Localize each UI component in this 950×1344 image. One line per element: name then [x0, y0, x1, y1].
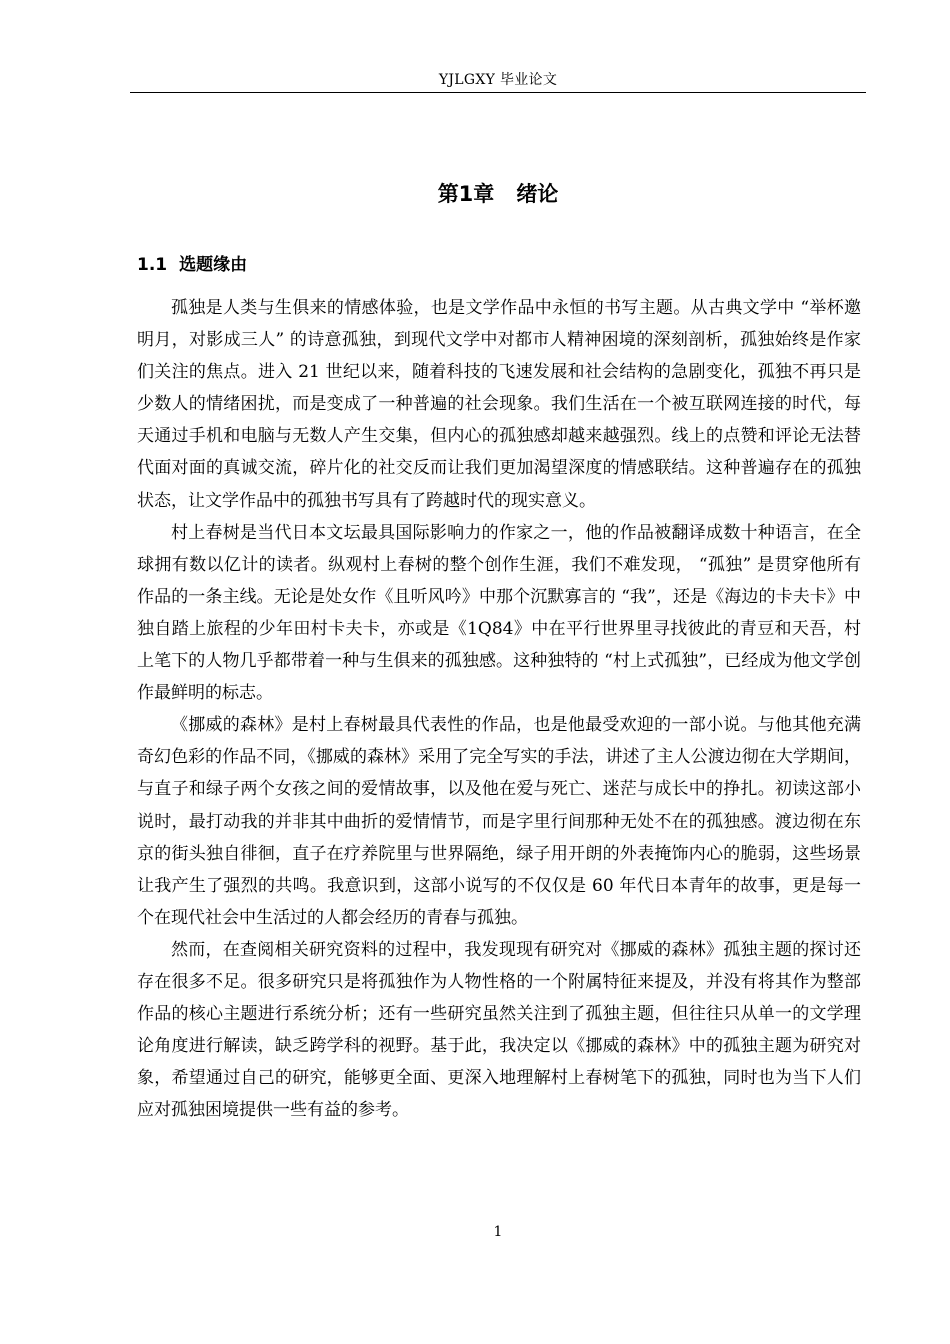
header-rule: [130, 92, 866, 93]
section-number: 1.1: [137, 255, 168, 275]
paragraph: 《挪威的森林》是村上春树最具代表性的作品，也是他最受欢迎的一部小说。与他其他充满奇幻色彩的作品不同，《挪威的森林》采用了完全写实的手法，讲述了主人公渡边彻在大学期间，与直子和绿子两个女孩之间的爱情故事，以及他在爱与死亡、迷茫与成长中的挣扎。初读这部小说时，最打动我的并非其中曲折的爱情情节，而是字里行间那种无处不在的孤独感。渡边彻在东京的街头独自徘徊，直子在疗养院里与世界隔绝，绿子用开朗的外表掩饰内心的脆弱，这些场景让我产生了强烈的共鸣。我意识到，这部小说写的不仅仅是 60 年代日本青年的故事，更是每一个在现代社会中生活过的人都会经历的青春与孤独。: [137, 715, 861, 928]
chapter-name: 绪论: [516, 182, 559, 206]
paragraph: 村上春树是当代日本文坛最具国际影响力的作家之一，他的作品被翻译成数十种语言，在全球拥有数以亿计的读者。纵观村上春树的整个创作生涯，我们不难发现， “孤独” 是贯穿他所有作品的一条主线。无论是处女作《且听风吟》中那个沉默寡言的 “我”，还是《海边的卡夫卡》中独自踏上旅程的少年田村卡夫卡，亦或是《1Q84》中在平行世界里寻找彼此的青豆和天吾，村上笔下的人物几乎都带着一种与生俱来的孤独感。这种独特的 “村上式孤独”，已经成为他文学创作最鲜明的标志。: [137, 522, 861, 704]
body-text: [137, 292, 861, 1126]
paragraph: 然而，在查阅相关研究资料的过程中，我发现现有研究对《挪威的森林》孤独主题的探讨还存在很多不足。很多研究只是将孤独作为人物性格的一个附属特征来提及，并没有将其作为整部作品的核心主题进行系统分析；还有一些研究虽然关注到了孤独主题，但往往只从单一的文学理论角度进行解读，缺乏跨学科的视野。基于此，我决定以《挪威的森林》中的孤独主题为研究对象，希望通过自己的研究，能够更全面、更深入地理解村上春树笔下的孤独，同时也为当下人们应对孤独困境提供一些有益的参考。: [137, 939, 861, 1121]
section-title: [137, 252, 247, 278]
chapter-title: [130, 180, 866, 208]
running-header: YJLGXY 毕业论文: [438, 72, 558, 88]
chapter-number: 第1章: [437, 182, 495, 206]
paragraph: 孤独是人类与生俱来的情感体验，也是文学作品中永恒的书写主题。从古典文学中 “举杯邀明月，对影成三人” 的诗意孤独，到现代文学中对都市人精神困境的深刻剖析，孤独始终是作家们关注的焦点。进入 21 世纪以来，随着科技的飞速发展和社会结构的急剧变化，孤独不再只是少数人的情绪困扰，而是变成了一种普遍的社会现象。我们生活在一个被互联网连接的时代，每天通过手机和电脑与无数人产生交集，但内心的孤独感却越来越强烈。线上的点赞和评论无法替代面对面的真诚交流，碎片化的社交反而让我们更加渴望深度的情感联结。这种普遍存在的孤独状态，让文学作品中的孤独书写具有了跨越时代的现实意义。: [137, 298, 861, 511]
page-number: 1: [493, 1224, 503, 1240]
section-name: 选题缘由: [179, 255, 248, 275]
